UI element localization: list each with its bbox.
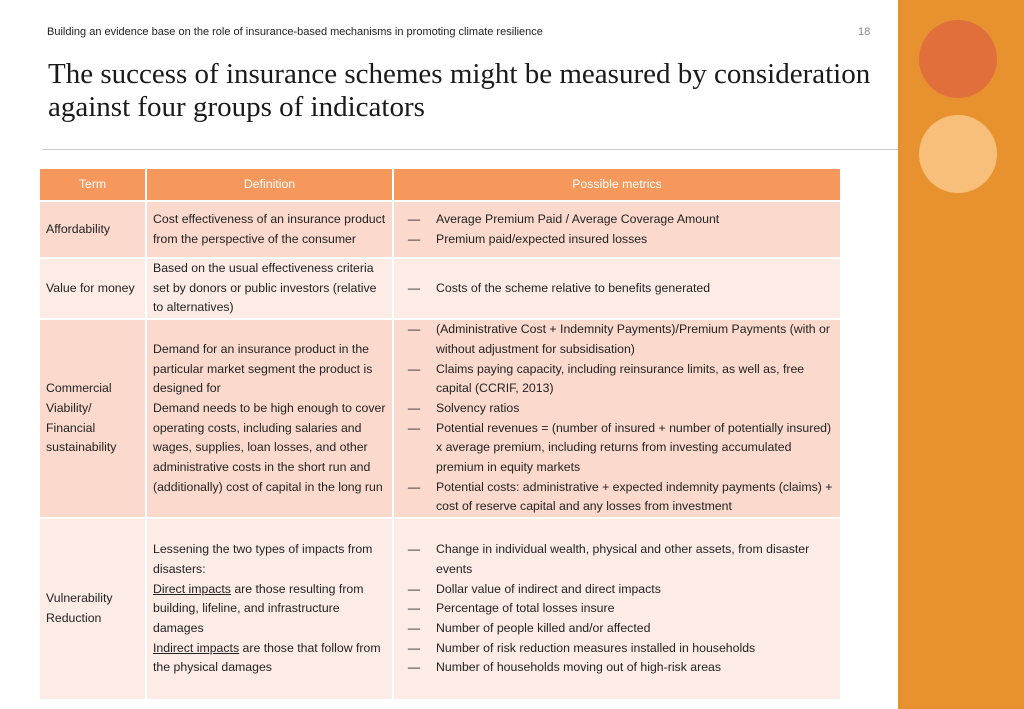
- term-cell: Commercial Viability/ Financial sustainability: [40, 319, 146, 518]
- dash-bullet: —: [407, 322, 421, 337]
- peach-circle: [919, 115, 997, 193]
- title-divider: [42, 149, 898, 150]
- table-row: [40, 201, 841, 258]
- definition-part: Demand for an insurance product in the particular market segment the product is designed for: [153, 341, 373, 396]
- term-cell: Vulnerability Reduction: [40, 518, 146, 700]
- metric-item: [400, 230, 834, 250]
- table-row: [40, 518, 841, 700]
- metric-item: [400, 279, 834, 299]
- dash-bullet: —: [407, 601, 421, 616]
- metric-text: Costs of the scheme relative to benefits generated: [436, 280, 711, 295]
- metrics-cell: [393, 319, 841, 518]
- metric-text: Potential costs: administrative + expected indemnity payments (claims) + cost of reserve capital and any losses from investment: [436, 479, 833, 514]
- dash-bullet: —: [407, 361, 421, 376]
- metrics-cell: [393, 518, 841, 700]
- metric-item: [400, 658, 834, 678]
- metric-text: Premium paid/expected insured losses: [436, 231, 648, 246]
- dash-bullet: —: [407, 542, 421, 557]
- metric-text: Number of people killed and/or affected: [436, 620, 651, 635]
- metric-item: [400, 360, 834, 399]
- dash-bullet: —: [407, 581, 421, 596]
- dash-bullet: —: [407, 660, 421, 675]
- metrics-cell: [393, 201, 841, 258]
- term-cell: Value for money: [40, 258, 146, 319]
- table-row: [40, 319, 841, 518]
- metric-item: [400, 320, 834, 359]
- metric-text: Average Premium Paid / Average Coverage Amount: [436, 211, 720, 226]
- dash-bullet: —: [407, 280, 421, 295]
- metric-text: Solvency ratios: [436, 400, 520, 415]
- indirect-impacts-term: Indirect impacts: [153, 640, 240, 655]
- dash-bullet: —: [407, 211, 421, 226]
- metric-item: [400, 419, 834, 478]
- metric-text: Number of households moving out of high-risk areas: [436, 660, 722, 675]
- metric-text: Number of risk reduction measures installed in households: [436, 640, 756, 655]
- dash-bullet: —: [407, 420, 421, 435]
- page-title: The success of insurance schemes might be measured by consideration against four groups of indicators: [48, 58, 871, 123]
- metric-item: [400, 599, 834, 619]
- definition-cell: Cost effectiveness of an insurance product from the perspective of the consumer: [146, 201, 393, 258]
- header-term: Term: [40, 169, 146, 201]
- table-row: [40, 258, 841, 319]
- metric-item: [400, 580, 834, 600]
- dash-bullet: —: [407, 231, 421, 246]
- term-cell: Affordability: [40, 201, 146, 258]
- metric-text: Change in individual wealth, physical and other assets, from disaster events: [436, 542, 810, 576]
- header-subtitle: Building an evidence base on the role of insurance-based mechanisms in promoting climate resilience: [47, 26, 543, 38]
- direct-impacts-text: are those resulting from building, lifeline, and infrastructure damages: [153, 581, 364, 635]
- metric-item: [400, 478, 834, 517]
- metric-text: Dollar value of indirect and direct impacts: [436, 581, 661, 596]
- header-metrics: Possible metrics: [393, 169, 841, 201]
- metric-text: (Administrative Cost + Indemnity Payments)/Premium Payments (with or without adjustment for subsidisation): [436, 322, 830, 356]
- definition-direct: [153, 580, 386, 639]
- dash-bullet: —: [407, 400, 421, 415]
- metric-item: [400, 619, 834, 639]
- orange-circle: [919, 20, 997, 98]
- page-number: 18: [858, 26, 871, 38]
- metric-item: [400, 210, 834, 230]
- dash-bullet: —: [407, 479, 421, 494]
- dash-bullet: —: [407, 640, 421, 655]
- definition-indirect: [153, 639, 386, 678]
- metric-item: [400, 540, 834, 579]
- definition-cell: [146, 319, 393, 518]
- definition-cell: [146, 518, 393, 700]
- metric-item: [400, 639, 834, 659]
- definition-intro: Lessening the two types of impacts from disasters:: [153, 542, 373, 576]
- definition-cell: Based on the usual effectiveness criteria set by donors or public investors (relative to alternatives): [146, 258, 393, 319]
- indirect-impacts-text: are those that follow from the physical damages: [153, 640, 381, 675]
- direct-impacts-term: Direct impacts: [153, 581, 231, 596]
- metric-item: [400, 399, 834, 419]
- metric-text: Percentage of total losses insure: [436, 601, 615, 616]
- header-definition: Definition: [146, 169, 393, 201]
- table-header-row: [40, 169, 841, 201]
- definition-part: Demand needs to be high enough to cover operating costs, including salaries and wages, supplies, loan losses, and other administrative costs in the short run and (additionally) cost of capital in the long run: [153, 400, 386, 494]
- metric-text: Claims paying capacity, including reinsurance limits, as well as, free capital (CCRIF, 2013): [436, 361, 805, 396]
- decorative-sidebar: [898, 0, 1024, 709]
- metric-text: Potential revenues = (number of insured + number of potentially insured) x average premium, including returns from investing accumulated premium in equity markets: [436, 420, 832, 475]
- dash-bullet: —: [407, 620, 421, 635]
- indicators-table: [40, 169, 842, 701]
- metrics-cell: [393, 258, 841, 319]
